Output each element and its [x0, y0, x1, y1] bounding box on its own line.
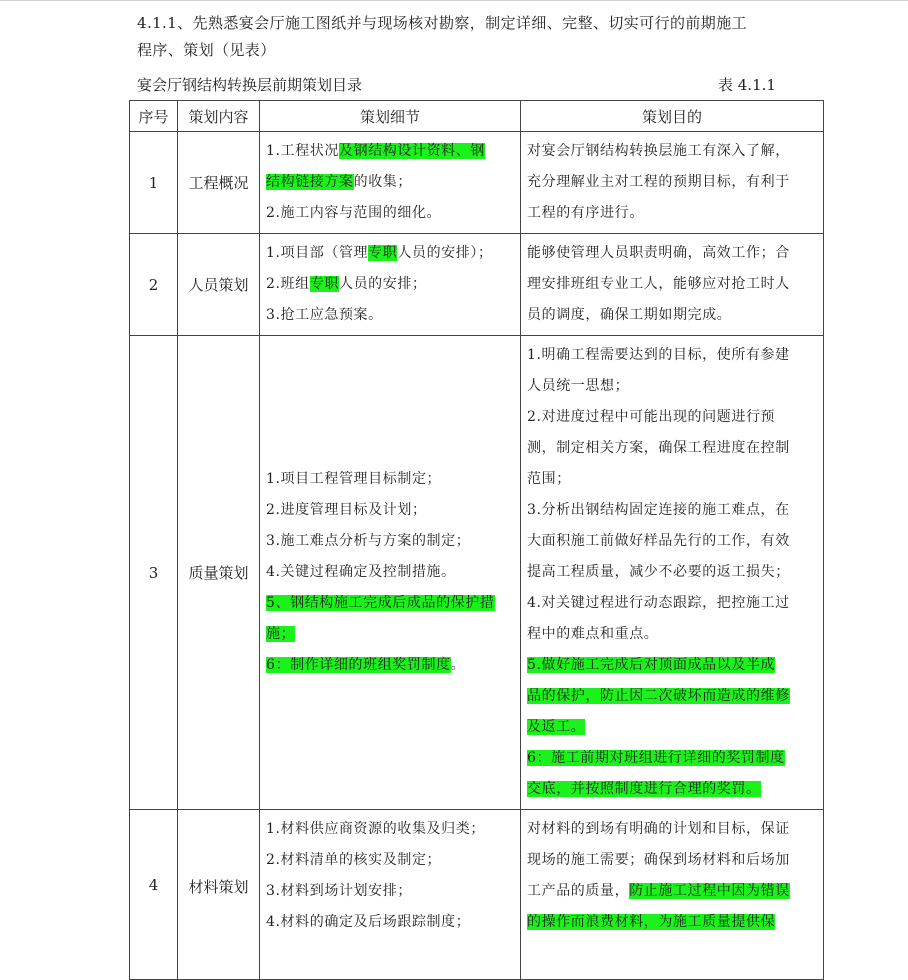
highlighted-text: 及钢结构设计资料、钢	[338, 143, 485, 159]
highlighted-text: 交底，并按照制度进行合理的奖罚。	[527, 781, 761, 797]
top-border-line	[0, 0, 908, 1]
purpose-text: 对材料的到场有明确的计划和目标，保证	[527, 821, 790, 837]
table-row	[130, 132, 824, 234]
highlighted-text: 品的保护，防止因二次破坏而造成的维修	[527, 688, 790, 704]
purpose-text: 员的调度，确保工期如期完成。	[527, 307, 732, 323]
row-number: 4	[130, 810, 178, 980]
table-row	[130, 234, 824, 336]
purpose-text: 理安排班组专业工人，能够应对抢工时人	[527, 276, 790, 292]
detail-cell	[260, 132, 521, 234]
table-header-row	[130, 101, 824, 132]
detail-text: 2.施工内容与范围的细化。	[266, 205, 442, 221]
detail-text: 2.材料清单的核实及制定；	[266, 852, 442, 868]
detail-text: 2.班组	[266, 276, 310, 292]
detail-text: 3.施工难点分析与方案的制定；	[266, 533, 471, 549]
purpose-text: 测，制定相关方案，确保工程进度在控制	[527, 440, 790, 456]
highlighted-text: 防止施工过程中因为错误	[629, 883, 790, 899]
detail-text: 4.材料的确定及后场跟踪制度；	[266, 914, 471, 930]
header-cell: 策划目的	[521, 101, 824, 132]
highlighted-text: 及返工。	[527, 719, 586, 735]
purpose-text: 1.明确工程需要达到的目标，使所有参建	[527, 347, 790, 363]
highlighted-text: 专职	[309, 276, 339, 292]
row-category: 人员策划	[178, 234, 260, 336]
row-category: 工程概况	[178, 132, 260, 234]
detail-text: 1.项目部（管理	[266, 245, 369, 261]
purpose-text: 人员统一思想；	[527, 378, 630, 394]
purpose-text: 对宴会厅钢结构转换层施工有深入了解，	[527, 143, 790, 159]
detail-cell	[260, 234, 521, 336]
intro-line: 程序、策划（见表）	[137, 41, 276, 59]
header-cell: 序号	[130, 101, 178, 132]
highlighted-text: 6：制作详细的班组奖罚制度	[266, 657, 451, 673]
detail-text: 1.材料供应商资源的收集及归类；	[266, 821, 485, 837]
highlighted-text: 6：施工前期对班组进行详细的奖罚制度	[527, 750, 785, 766]
purpose-text: 程中的难点和重点。	[527, 626, 659, 642]
highlighted-text: 5、钢结构施工完成后成品的保护措	[266, 595, 495, 611]
purpose-cell	[521, 234, 824, 336]
row-category: 质量策划	[178, 336, 260, 810]
detail-text: 4.关键过程确定及控制措施。	[266, 564, 456, 580]
purpose-text: 3.分析出钢结构固定连接的施工难点，在	[527, 502, 790, 518]
detail-text: 。	[450, 657, 466, 673]
header-cell: 策划内容	[178, 101, 260, 132]
detail-cell	[260, 336, 521, 810]
purpose-cell	[521, 810, 824, 980]
detail-text: 人员的安排）；	[397, 245, 493, 261]
purpose-text: 现场的施工需要；确保到场材料和后场加	[527, 852, 790, 868]
table-row	[130, 810, 824, 980]
planning-table	[129, 100, 824, 980]
purpose-cell	[521, 132, 824, 234]
intro-line: 4.1.1、先熟悉宴会厅施工图纸并与现场核对勘察，制定详细、完整、切实可行的前期施工	[137, 14, 747, 32]
purpose-text: 范围；	[527, 471, 571, 487]
detail-text: 人员的安排；	[338, 276, 427, 292]
row-number: 1	[130, 132, 178, 234]
detail-text: 1.项目工程管理目标制定；	[266, 471, 442, 487]
table-caption: 宴会厅钢结构转换层前期策划目录	[137, 76, 363, 94]
detail-text: 2.进度管理目标及计划；	[266, 502, 427, 518]
highlighted-text: 专职	[368, 245, 398, 261]
purpose-text: 大面积施工前做好样品先行的工作，有效	[527, 533, 790, 549]
purpose-text: 提高工程质量，减少不必要的返工损失；	[527, 564, 790, 580]
row-number: 3	[130, 336, 178, 810]
purpose-text: 工产品的质量，	[527, 883, 630, 899]
purpose-text: 2.对进度过程中可能出现的问题进行预	[527, 409, 776, 425]
table-row	[130, 336, 824, 810]
table-number: 表 4.1.1	[718, 76, 776, 94]
highlighted-text: 的操作而浪费材料，为施工质量提供保	[527, 914, 776, 930]
detail-text: 1.工程状况	[266, 143, 339, 159]
purpose-text: 充分理解业主对工程的预期目标，有利于	[527, 174, 790, 190]
highlighted-text: 施；	[266, 626, 296, 642]
detail-text: 3.抢工应急预案。	[266, 307, 383, 323]
purpose-cell	[521, 336, 824, 810]
highlighted-text: 结构链接方案	[266, 174, 354, 190]
purpose-text: 能够使管理人员职责明确，高效工作；合	[527, 245, 790, 261]
detail-text: 的收集；	[353, 174, 413, 190]
header-cell: 策划细节	[260, 101, 521, 132]
detail-text: 3.材料到场计划安排；	[266, 883, 412, 899]
purpose-text: 4.对关键过程进行动态跟踪，把控施工过	[527, 595, 790, 611]
row-number: 2	[130, 234, 178, 336]
row-category: 材料策划	[178, 810, 260, 980]
detail-cell	[260, 810, 521, 980]
intro-paragraph	[137, 10, 817, 64]
purpose-text: 工程的有序进行。	[527, 205, 644, 221]
highlighted-text: 5.做好施工完成后对顶面成品以及半成	[527, 657, 776, 673]
